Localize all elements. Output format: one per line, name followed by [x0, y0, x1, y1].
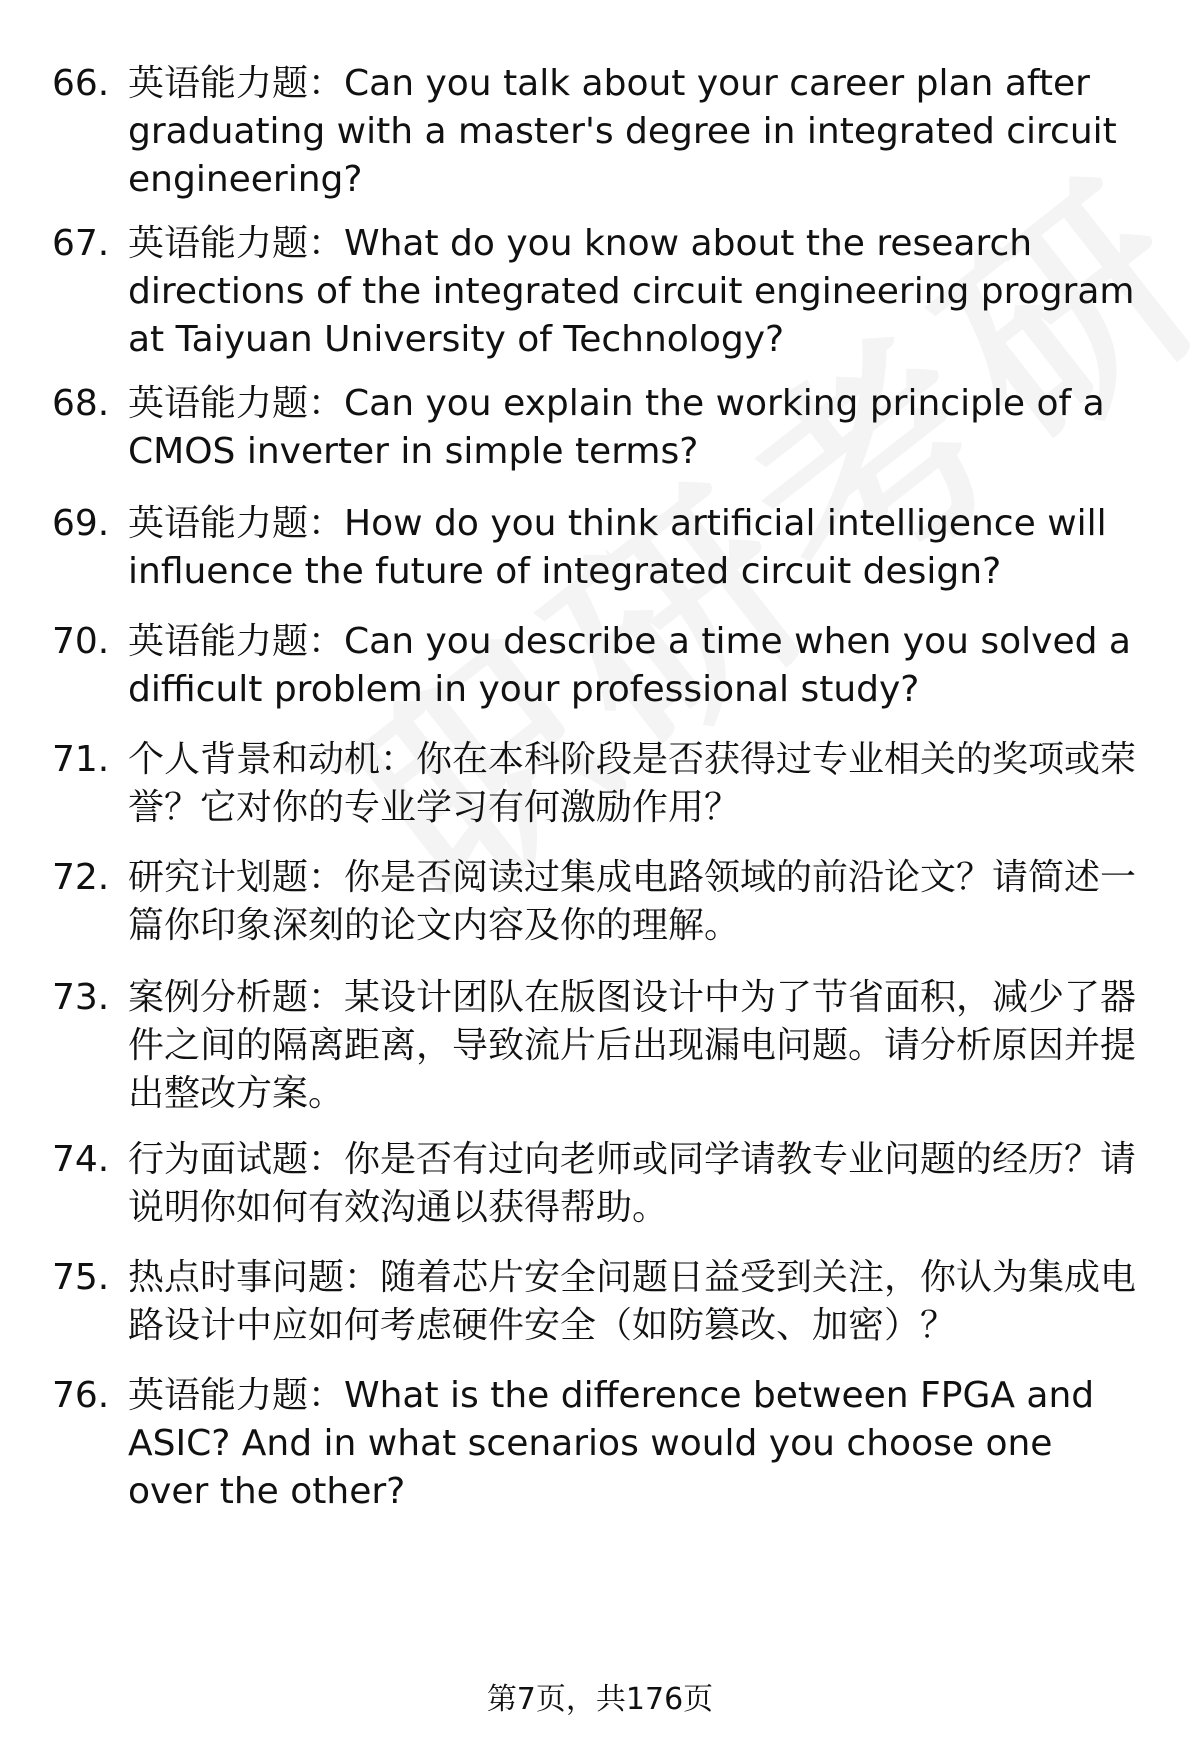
question-category: 英语能力题： — [128, 223, 345, 264]
question-text — [128, 974, 1140, 1118]
question-text — [128, 220, 1140, 364]
question-number: 67. — [52, 223, 110, 264]
question-number: 66. — [52, 63, 110, 104]
question-body: Can you talk about your career plan after graduating with a master's degree in integrated circuit engineering? — [128, 63, 1117, 200]
question-text — [128, 736, 1140, 832]
question-body: 某设计团队在版图设计中为了节省面积，减少了器件之间的隔离距离，导致流片后出现漏电问题。请分析原因并提出整改方案。 — [128, 977, 1137, 1114]
question-number: 71. — [52, 739, 110, 780]
question-text — [128, 618, 1140, 714]
question-number: 73. — [52, 977, 110, 1018]
question-text — [128, 1372, 1140, 1516]
question-category: 行为面试题： — [128, 1139, 345, 1180]
question-category: 案例分析题： — [128, 977, 345, 1018]
question-category: 热点时事问题： — [128, 1257, 381, 1298]
question-text — [128, 500, 1140, 596]
question-body: 随着芯片安全问题日益受到关注，你认为集成电路设计中应如何考虑硬件安全（如防篡改、加密）？ — [128, 1257, 1137, 1346]
question-category: 英语能力题： — [128, 621, 345, 662]
question-text — [128, 854, 1140, 950]
page-footer: 第7页，共176页 — [486, 1682, 714, 1717]
question-text — [128, 1136, 1140, 1232]
question-number: 69. — [52, 503, 110, 544]
question-category: 英语能力题： — [128, 1375, 345, 1416]
question-number: 68. — [52, 383, 110, 424]
question-category: 英语能力题： — [128, 503, 345, 544]
question-text — [128, 380, 1140, 476]
question-text — [128, 60, 1140, 204]
question-body: Can you explain the working principle of a CMOS inverter in simple terms? — [128, 383, 1105, 472]
question-body: 你在本科阶段是否获得过专业相关的奖项或荣誉？它对你的专业学习有何激励作用？ — [128, 739, 1137, 828]
question-text — [128, 1254, 1140, 1350]
question-category: 英语能力题： — [128, 63, 345, 104]
question-number: 70. — [52, 621, 110, 662]
question-body: 你是否阅读过集成电路领域的前沿论文？请简述一篇你印象深刻的论文内容及你的理解。 — [128, 857, 1137, 946]
question-category: 英语能力题： — [128, 383, 345, 424]
question-number: 72. — [52, 857, 110, 898]
question-body: How do you think artificial intelligence will influence the future of integrated circuit design? — [128, 503, 1107, 592]
question-category: 个人背景和动机： — [128, 739, 417, 780]
question-number: 75. — [52, 1257, 110, 1298]
question-body: What is the difference between FPGA and ASIC? And in what scenarios would you choose one over the other? — [128, 1375, 1095, 1512]
question-number: 76. — [52, 1375, 110, 1416]
question-category: 研究计划题： — [128, 857, 345, 898]
question-number: 74. — [52, 1139, 110, 1180]
question-body: 你是否有过向老师或同学请教专业问题的经历？请说明你如何有效沟通以获得帮助。 — [128, 1139, 1137, 1228]
question-body: Can you describe a time when you solved a difficult problem in your professional study? — [128, 621, 1131, 710]
question-body: What do you know about the research directions of the integrated circuit engineering program at Taiyuan University of Technology? — [128, 223, 1135, 360]
